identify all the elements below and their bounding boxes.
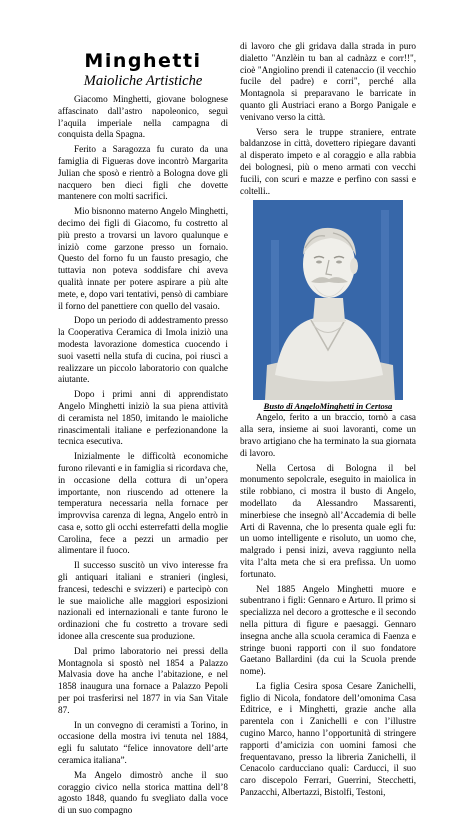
left-column [58,40,228,820]
paragraph: Dal primo laboratorio nei pressi della Montagnola si spostò nel 1854 a Palazzo Malvasia dove ha anche l’abitazione, e nel 1858 inaugura una fornace a Palazzo Pepoli per poi trasferirsi nel 1877 in via San Vitale 87. [58,645,228,715]
paragraph: Inizialmente le difficoltà economiche furono rilevanti e in famiglia si ricordava che, in occasione della cottura di un’opera importante, non riuscendo ad ottenere la temperatura necessaria nella fornace per improvvisa carenza di legna, Angelo entrò in casa e, sotto gli occhi esterrefatti della moglie Carolina, fece a pezzi un armadio per alimentare il fuoco. [58,451,228,556]
paragraph: Angelo, ferito a un braccio, tornò a casa alla sera, insieme ai suoi lavoranti, come un bravo artigiano che ha terminato la sua giornata di lavoro. [240,412,416,458]
paragraph: In un convegno di ceramisti a Torino, in occasione della mostra ivi tenuta nel 1884, egli fu salutato “felice innovatore dell’arte ceramica italiana”. [58,719,228,766]
paragraph: Nella Certosa di Bologna il bel monumento sepolcrale, eseguito in maiolica in stile robbiano, ci mostra il busto di Angelo, modellato da Alessandro Massarenti, minerbiese che insegnò all’Accademia di belle Arti di Ravenna, che lo presenta quale egli fu: un uomo intelligente e risoluto, un uomo che, malgrado i pensi inizi, aveva raggiunto nella vita l’alta meta che si era prefissa. Un uomo fortunato. [240,462,416,579]
article-title: Minghetti [84,50,202,72]
paragraph: Dopo i primi anni di apprendistato Angelo Minghetti iniziò la sua piena attività di ceramista nel 1850, imitando le maioliche rinascimentali italiane e perfezionandone la tecnica esecutiva. [58,389,228,447]
paragraph: Dopo un periodo di addestramento presso la Cooperativa Ceramica di Imola iniziò una modesta lavorazione domestica cuocendo i suoi vasetti nella stufa di cucina, poi riuscì a realizzare un piccolo laboratorio con qualche aiutante. [58,315,228,385]
image-caption-text: Busto di AngeloMinghetti in Certosa [263,401,393,412]
paragraph: Nel 1885 Angelo Minghetti muore e subentrano i figli: Gennaro e Arturo. Il primo si specializza nel decoro a grottesche e il secondo nella pittura di figure e paesaggi. Gennaro insegna anche alla scuola ceramica di Faenza e stringe buoni rapporti con il suo fondatore Gaetano Ballardini (da cui la Scuola prende nome). [240,583,416,677]
image-caption [240,401,416,411]
paragraph: di lavoro che gli gridava dalla strada in puro dialetto "Anzlèin tu ban al cadnàzz e corr!!", cioè "Angiolino prendi il catenaccio (il vecchio fucile del padre) e corri", perché alla Montagnola si preparavano le barricate in quanto gli Austriaci erano a Borgo Panigale e venivano verso la città. [240,41,416,122]
paragraph: Mio bisnonno materno Angelo Minghetti, decimo dei figli di Giacomo, fu costretto al più presto a trovarsi un lavoro qualunque e iniziò come garzone presso un fornaio. Questo del forno fu un fausto presagio, che tuttavia non poteva soddisfare chi aveva qualità innate per potere aspirare a più alte mete, e, dopo vari tentativi, pensò di cambiare il forno del panettiere con quello del vasaio. [58,206,228,311]
paragraph: La figlia Cesira sposa Cesare Zanichelli, figlio di Nicola, fondatore dell’omonima Casa Editrice, e i Minghetti, grazie anche alla parentela con i Zanichelli e con l’illustre cugino Marco, hanno l’opportunità di stringere rapporti d’amicizia con uomini famosi che frequentavano, presso la libreria Zanichelli, il Cenacolo carducciano quali: Carducci, il suo caro discepolo Ferrari, Guerrini, Stecchetti, Panzacchi, Albertazzi, Bistolfi, Testoni, [240,680,416,798]
paragraph: Ma Angelo dimostrò anche il suo coraggio civico nella storica mattina dell’8 agosto 1848, quando fu svegliato dalla voce di un suo compagno [58,769,228,816]
right-column [240,41,416,802]
bust-illustration [253,200,403,400]
paragraph: Giacomo Minghetti, giovane bolognese affascinato dall’astro napoleonico, seguì l’aquila imperiale nella campagna di conquista della Spagna. [58,94,228,140]
paragraph: Ferito a Saragozza fu curato da una famiglia di Figueras dove incontrò Margarita Julian che sposò e rientrò a Bologna dove gli nacquero ben dieci figli che dovette mantenere con molti sacrifici. [58,144,228,202]
paragraph: Verso sera le truppe straniere, entrate baldanzose in città, dovettero ripiegare davanti al disperato impeto e al coraggio e alla rabbia dei bolognesi, più o meno armati con vecchi fucili, con scuri e mazze e perfino con sassi e coltelli.. [240,126,416,196]
article-subtitle: Maioliche Artistiche [83,73,203,89]
paragraph: Il successo suscitò un vivo interesse fra gli antiquari italiani e stranieri (inglesi, francesi, tedeschi e svizzeri) e partecipò con le sue maioliche alle maggiori esposizioni nazionali ed internazionali e tante furono le ordinazioni che fu costretto a trovare sedi idonee alla crescente sua produzione. [58,560,228,642]
bust-photo [253,200,403,400]
